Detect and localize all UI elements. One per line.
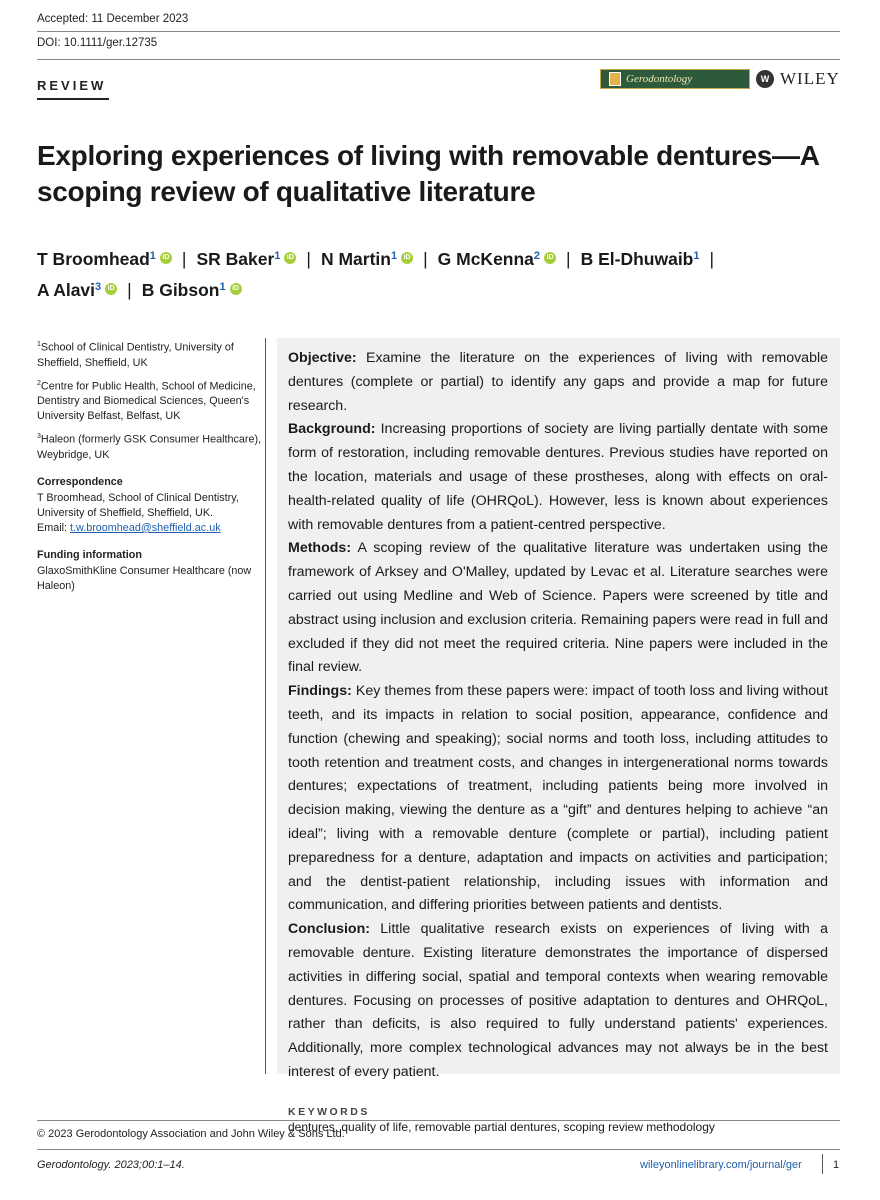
abstract-conclusion: Conclusion: Little qualitative research exists on experiences of living with a removable denture. Existing literature demonstrates the importance of dispersed activities in differing social, spatial and temporal contexts when wearing removable dentures. Focusing on processes of positive adaptation to dentures and OHRQoL, rather than deficits, is also required to fully understand patients' experiences. Additionally, more complex technological advances may not always be in the best interest of every patient. <box>288 921 829 1080</box>
correspondence-text: T Broomhead, School of Clinical Dentistry, University of Sheffield, Sheffield, UK. Email: t.w.broomhead@sheffield.ac.uk <box>37 491 239 534</box>
author[interactable]: T Broomhead$^1$ iD <box>37 249 172 269</box>
correspondence-email-link[interactable]: t.w.broomhead@sheffield.ac.uk <box>70 521 221 534</box>
orcid-icon[interactable]: iD <box>544 252 556 264</box>
journal-citation: Gerodontology. 2023;00:1–14. <box>37 1159 185 1171</box>
section-underline <box>37 98 109 100</box>
keywords-heading: KEYWORDS <box>288 1105 370 1118</box>
orcid-icon[interactable]: iD <box>401 252 413 264</box>
author[interactable]: G McKenna$^2$ iD <box>438 249 556 269</box>
footer-divider-2 <box>37 1149 840 1150</box>
keywords: dentures, quality of life, removable partial dentures, scoping review methodology <box>288 1119 715 1134</box>
footer-divider <box>37 1120 840 1121</box>
abstract-methods: Methods: A scoping review of the qualitative literature was undertaken using the framework of Arksey and O'Malley, updated by Levac et al. Literature searches were carried out using Medline and Web of Science. Papers were screened by title and abstract using inclusion and exclusion criteria. Remaining papers were read in full and excluded if they did not meet the required criteria. Nine papers were included in the final review. <box>288 540 828 676</box>
publisher-logos <box>600 68 840 90</box>
abstract-box <box>277 338 840 1134</box>
header-divider-2 <box>37 59 840 60</box>
copyright: © 2023 Gerodontology Association and John Wiley & Sons Ltd. <box>37 1128 345 1140</box>
orcid-icon[interactable]: iD <box>230 283 242 295</box>
author-separator: | <box>423 249 428 269</box>
wiley-seal-icon: W <box>756 70 774 88</box>
accepted-date: Accepted: 11 December 2023 <box>37 13 189 25</box>
author[interactable]: B El-Dhuwaib$^1$ <box>580 249 700 269</box>
author[interactable]: SR Baker$^1$ iD <box>196 249 296 269</box>
journal-logo[interactable] <box>600 69 750 89</box>
author-separator: | <box>306 249 311 269</box>
article-title: Exploring experiences of living with removable dentures—A scoping review of qualitative literature <box>37 140 819 207</box>
author-separator: | <box>566 249 571 269</box>
affiliation: $^2$Centre for Public Health, School of Medicine, Dentistry and Biomedical Sciences, Queen's University Belfast, Belfast, UK <box>37 379 256 423</box>
author-separator: | <box>709 249 715 269</box>
section-label: REVIEW <box>37 78 107 93</box>
page-number: 1 <box>833 1159 840 1171</box>
affiliation: $^3$Haleon (formerly GSK Consumer Healthcare), Weybridge, UK <box>37 433 262 461</box>
orcid-icon[interactable]: iD <box>105 283 117 295</box>
journal-logo-icon <box>609 72 621 86</box>
abstract-findings: Findings: Key themes from these papers were: impact of tooth loss and living without teeth, and its impacts in relation to social position, appearance, confidence and function (chewing and speaking); social norms and tooth loss, including attitudes to tooth retention and treatment costs, and changes in intergenerational norms towards dentures; expectations of treatment, including patients being more involved in decision making, viewing the denture as a “gift” and dentures helping to achieve “an ideal”; living with a removable denture (complete or partial), including patient preparedness for a denture, adaptation and impacts on activities and participation; and the dentist-patient relationship, including issues with information and communication, and differing priorities between patients and dentists. <box>288 683 828 914</box>
article-info-sidebar <box>37 337 262 599</box>
author-list <box>37 244 837 306</box>
author[interactable]: A Alavi$^3$ iD <box>37 280 117 300</box>
column-divider <box>265 338 266 1074</box>
correspondence-heading: Correspondence <box>37 475 123 488</box>
orcid-icon[interactable]: iD <box>284 252 296 264</box>
doi[interactable]: DOI: 10.1111/ger.12735 <box>37 37 158 49</box>
journal-url-link[interactable]: wileyonlinelibrary.com/journal/ger <box>640 1159 802 1171</box>
funding-heading: Funding information <box>37 548 142 561</box>
publisher-name[interactable]: WILEY <box>780 69 840 88</box>
orcid-icon[interactable]: iD <box>160 252 172 264</box>
author[interactable]: B Gibson$^1$ iD <box>142 280 242 300</box>
journal-logo-text: Gerodontology <box>626 73 693 85</box>
author-separator: | <box>127 280 132 300</box>
abstract-background: Background: Increasing proportions of society are living partially dentate with some form of restoration, including removable dentures. Previous studies have reported on the location, materials and usage of these prostheses, along with effects on oral-health-related quality of life (OHRQoL). However, less is known about experiences with removable dentures from a patient-centred perspective. <box>288 421 828 533</box>
page-number-divider <box>822 1154 823 1174</box>
header-divider <box>37 31 840 32</box>
author[interactable]: N Martin$^1$ iD <box>321 249 413 269</box>
abstract-objective: Objective: Examine the literature on the experiences of living with removable dentures (complete or partial) to identify any gaps and provide a map for future research. <box>288 350 828 414</box>
author-separator: | <box>181 249 187 269</box>
affiliation: $^1$School of Clinical Dentistry, University of Sheffield, Sheffield, UK <box>37 341 234 369</box>
funding-text: GlaxoSmithKline Consumer Healthcare (now Haleon) <box>37 564 252 592</box>
